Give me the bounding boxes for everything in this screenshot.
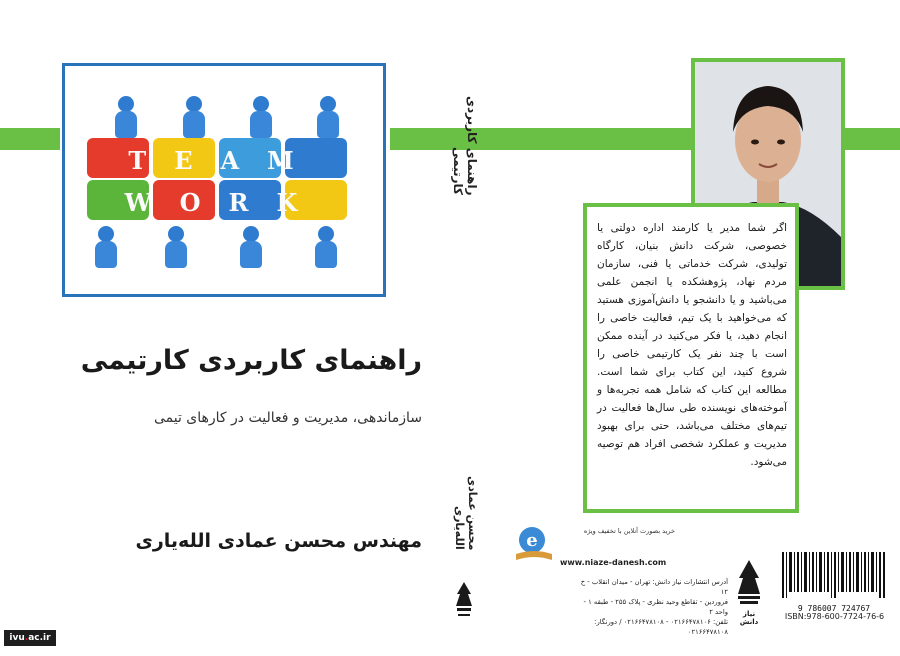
person-figure-icon (115, 96, 137, 138)
person-figure-icon (317, 96, 339, 138)
person-figure-icon (250, 96, 272, 138)
green-stripe (483, 128, 693, 150)
isbn-number: ISBN:978-600-7724-76-6 (784, 612, 885, 621)
back-blurb: اگر شما مدیر یا کارمند اداره دولتی یا خصوصی، شرکت دانش بنیان، کارگاه تولیدی، شرکت خدماتی یا فنی، سازمان مردم نهاد، پژوهشکده یا انجمن علمی می‌باشید و یا دانشجو یا دانش‌آموزی هستید که می‌خواهید با یک تیم، فعالیت خاصی را انجام دهید، یا فکر می‌کنید در آینده ممکن است با چند نفر یک کارتیمی خاصی را شروع کنید، این کتاب برای شما است. مطالعه این کتاب که شامل همه تجربه‌ها و آموخته‌های نویسنده طی سال‌ها فعالیت در تیم‌های مختلف می‌باشد، حتی برای بهبود مدیریت و عملکرد شخصی افراد هم توصیه می‌شود. (597, 222, 787, 468)
address-line: تلفن: ۰۲۱۶۶۴۷۸۱۰۶ - ۰۲۱۶۶۴۷۸۱۰۸ / دورنگار: ۰۲۱۶۶۴۷۸۱۰۸ (594, 618, 728, 636)
spine-title: راهنمای کاربردی کارتیمی (451, 95, 479, 195)
book-title: راهنمای کاربردی کارتیمی (80, 345, 422, 376)
person-figure-icon (315, 226, 337, 268)
address-line: آدرس انتشارات نیاز دانش: تهران - میدان انقلاب - خ ۱۲ (580, 578, 728, 596)
person-figure-icon (165, 226, 187, 268)
site-watermark (4, 630, 56, 646)
svg-text:e: e (526, 530, 538, 551)
person-figure-icon (183, 96, 205, 138)
publisher-address (580, 577, 728, 637)
barcode-bars-icon (780, 552, 888, 600)
teamwork-illustration (62, 63, 386, 297)
blurb-box (583, 203, 799, 513)
watermark-dot: . (24, 633, 29, 643)
publisher-logo-icon (453, 580, 475, 620)
web-tagline: خرید بصورت آنلاین با تخفیف ویژه (583, 527, 675, 535)
ebook-globe-icon (512, 524, 556, 564)
website-url: www.niaze-danesh.com (560, 558, 667, 567)
author-name: مهندس محسن عمادی الله‌یاری (135, 530, 422, 552)
team-word: TEAM (128, 146, 322, 175)
publisher-pen-icon (733, 558, 765, 606)
barcode (780, 552, 888, 613)
watermark-prefix: ivu (9, 633, 25, 643)
publisher-name: نیاز دانش (739, 610, 759, 626)
person-figure-icon (240, 226, 262, 268)
address-line: فروردین - تقاطع وحید نظری - پلاک ۲۵۵ - طبقه ۱ - واحد ۲ (583, 598, 728, 616)
work-word: WORK (124, 188, 326, 217)
book-subtitle: سازماندهی، مدیریت و فعالیت در کارهای تیمی (153, 410, 422, 426)
publisher-logo (733, 558, 765, 626)
barcode-digits: 9 786007 724767 (797, 604, 871, 613)
green-stripe (845, 128, 900, 150)
green-stripe (390, 128, 445, 150)
green-stripe (0, 128, 60, 150)
person-figure-icon (95, 226, 117, 268)
spine-author: محسن عمادی الله‌یاری (453, 475, 479, 550)
watermark-suffix: ac.ir (28, 633, 51, 643)
